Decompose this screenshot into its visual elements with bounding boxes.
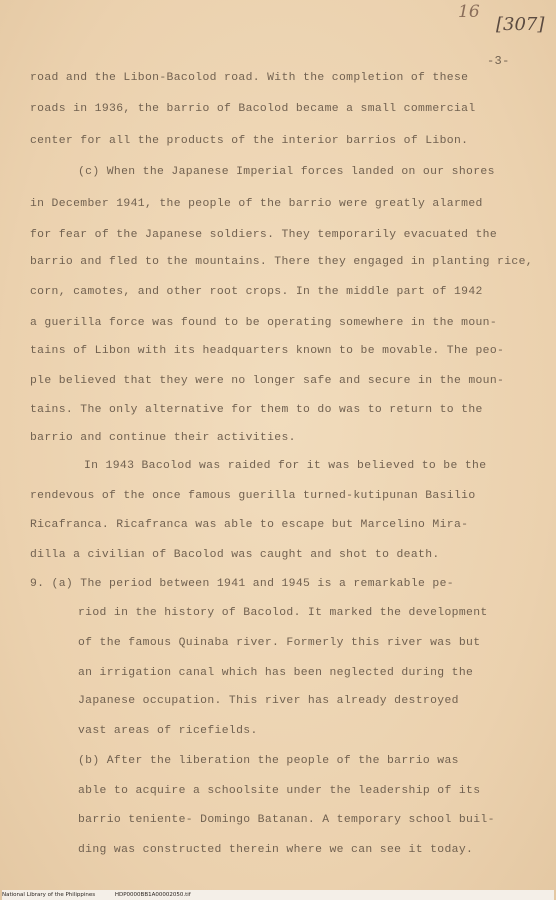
text-line: (b) After the liberation the people of the barrio was — [78, 755, 459, 767]
text-line: roads in 1936, the barrio of Bacolod became a small commercial — [30, 103, 476, 115]
text-line: barrio and continue their activities. — [30, 432, 296, 444]
text-line: an irrigation canal which has been neglected during the — [78, 667, 474, 679]
text-line: Ricafranca. Ricafranca was able to escape but Marcelino Mira- — [30, 519, 469, 531]
folio-number: 16 — [458, 2, 480, 22]
text-line: ding was constructed therein where we can see it today. — [78, 844, 474, 856]
text-line: barrio and fled to the mountains. There they engaged in planting rice, — [30, 256, 533, 268]
text-line: riod in the history of Bacolod. It marked the development — [78, 607, 488, 619]
text-line: vast areas of ricefields. — [78, 725, 258, 737]
scan-footer — [2, 890, 554, 900]
bracket-page-number: [307] — [496, 14, 545, 35]
text-line: (c) When the Japanese Imperial forces landed on our shores — [78, 166, 495, 178]
text-line: able to acquire a schoolsite under the leadership of its — [78, 785, 481, 797]
text-line: road and the Libon-Bacolod road. With the completion of these — [30, 72, 469, 84]
text-line: tains of Libon with its headquarters known to be movable. The peo- — [30, 345, 505, 357]
footer-file-id: HDP0000BB1A00002050.tif — [114, 892, 191, 898]
footer-institution: National Library of the Philippines — [2, 892, 96, 898]
text-line: of the famous Quinaba river. Formerly this river was but — [78, 637, 481, 649]
page-marker: -3- — [487, 54, 510, 68]
text-line: for fear of the Japanese soldiers. They temporarily evacuated the — [30, 229, 498, 241]
text-line: tains. The only alternative for them to do was to return to the — [30, 404, 483, 416]
text-line: rendevous of the once famous guerilla turned-kutipunan Basilio — [30, 490, 476, 502]
text-line: 9. (a) The period between 1941 and 1945 is a remarkable pe- — [30, 578, 454, 590]
text-line: In 1943 Bacolod was raided for it was believed to be the — [84, 460, 487, 472]
text-line: Japanese occupation. This river has already destroyed — [78, 695, 459, 707]
text-line: barrio teniente- Domingo Batanan. A temporary school buil- — [78, 814, 495, 826]
text-line: ple believed that they were no longer safe and secure in the moun- — [30, 375, 505, 387]
text-line: dilla a civilian of Bacolod was caught and shot to death. — [30, 549, 440, 561]
text-line: a guerilla force was found to be operating somewhere in the moun- — [30, 317, 498, 329]
text-line: in December 1941, the people of the barrio were greatly alarmed — [30, 198, 483, 210]
text-line: corn, camotes, and other root crops. In the middle part of 1942 — [30, 286, 483, 298]
text-line: center for all the products of the interior barrios of Libon. — [30, 135, 469, 147]
